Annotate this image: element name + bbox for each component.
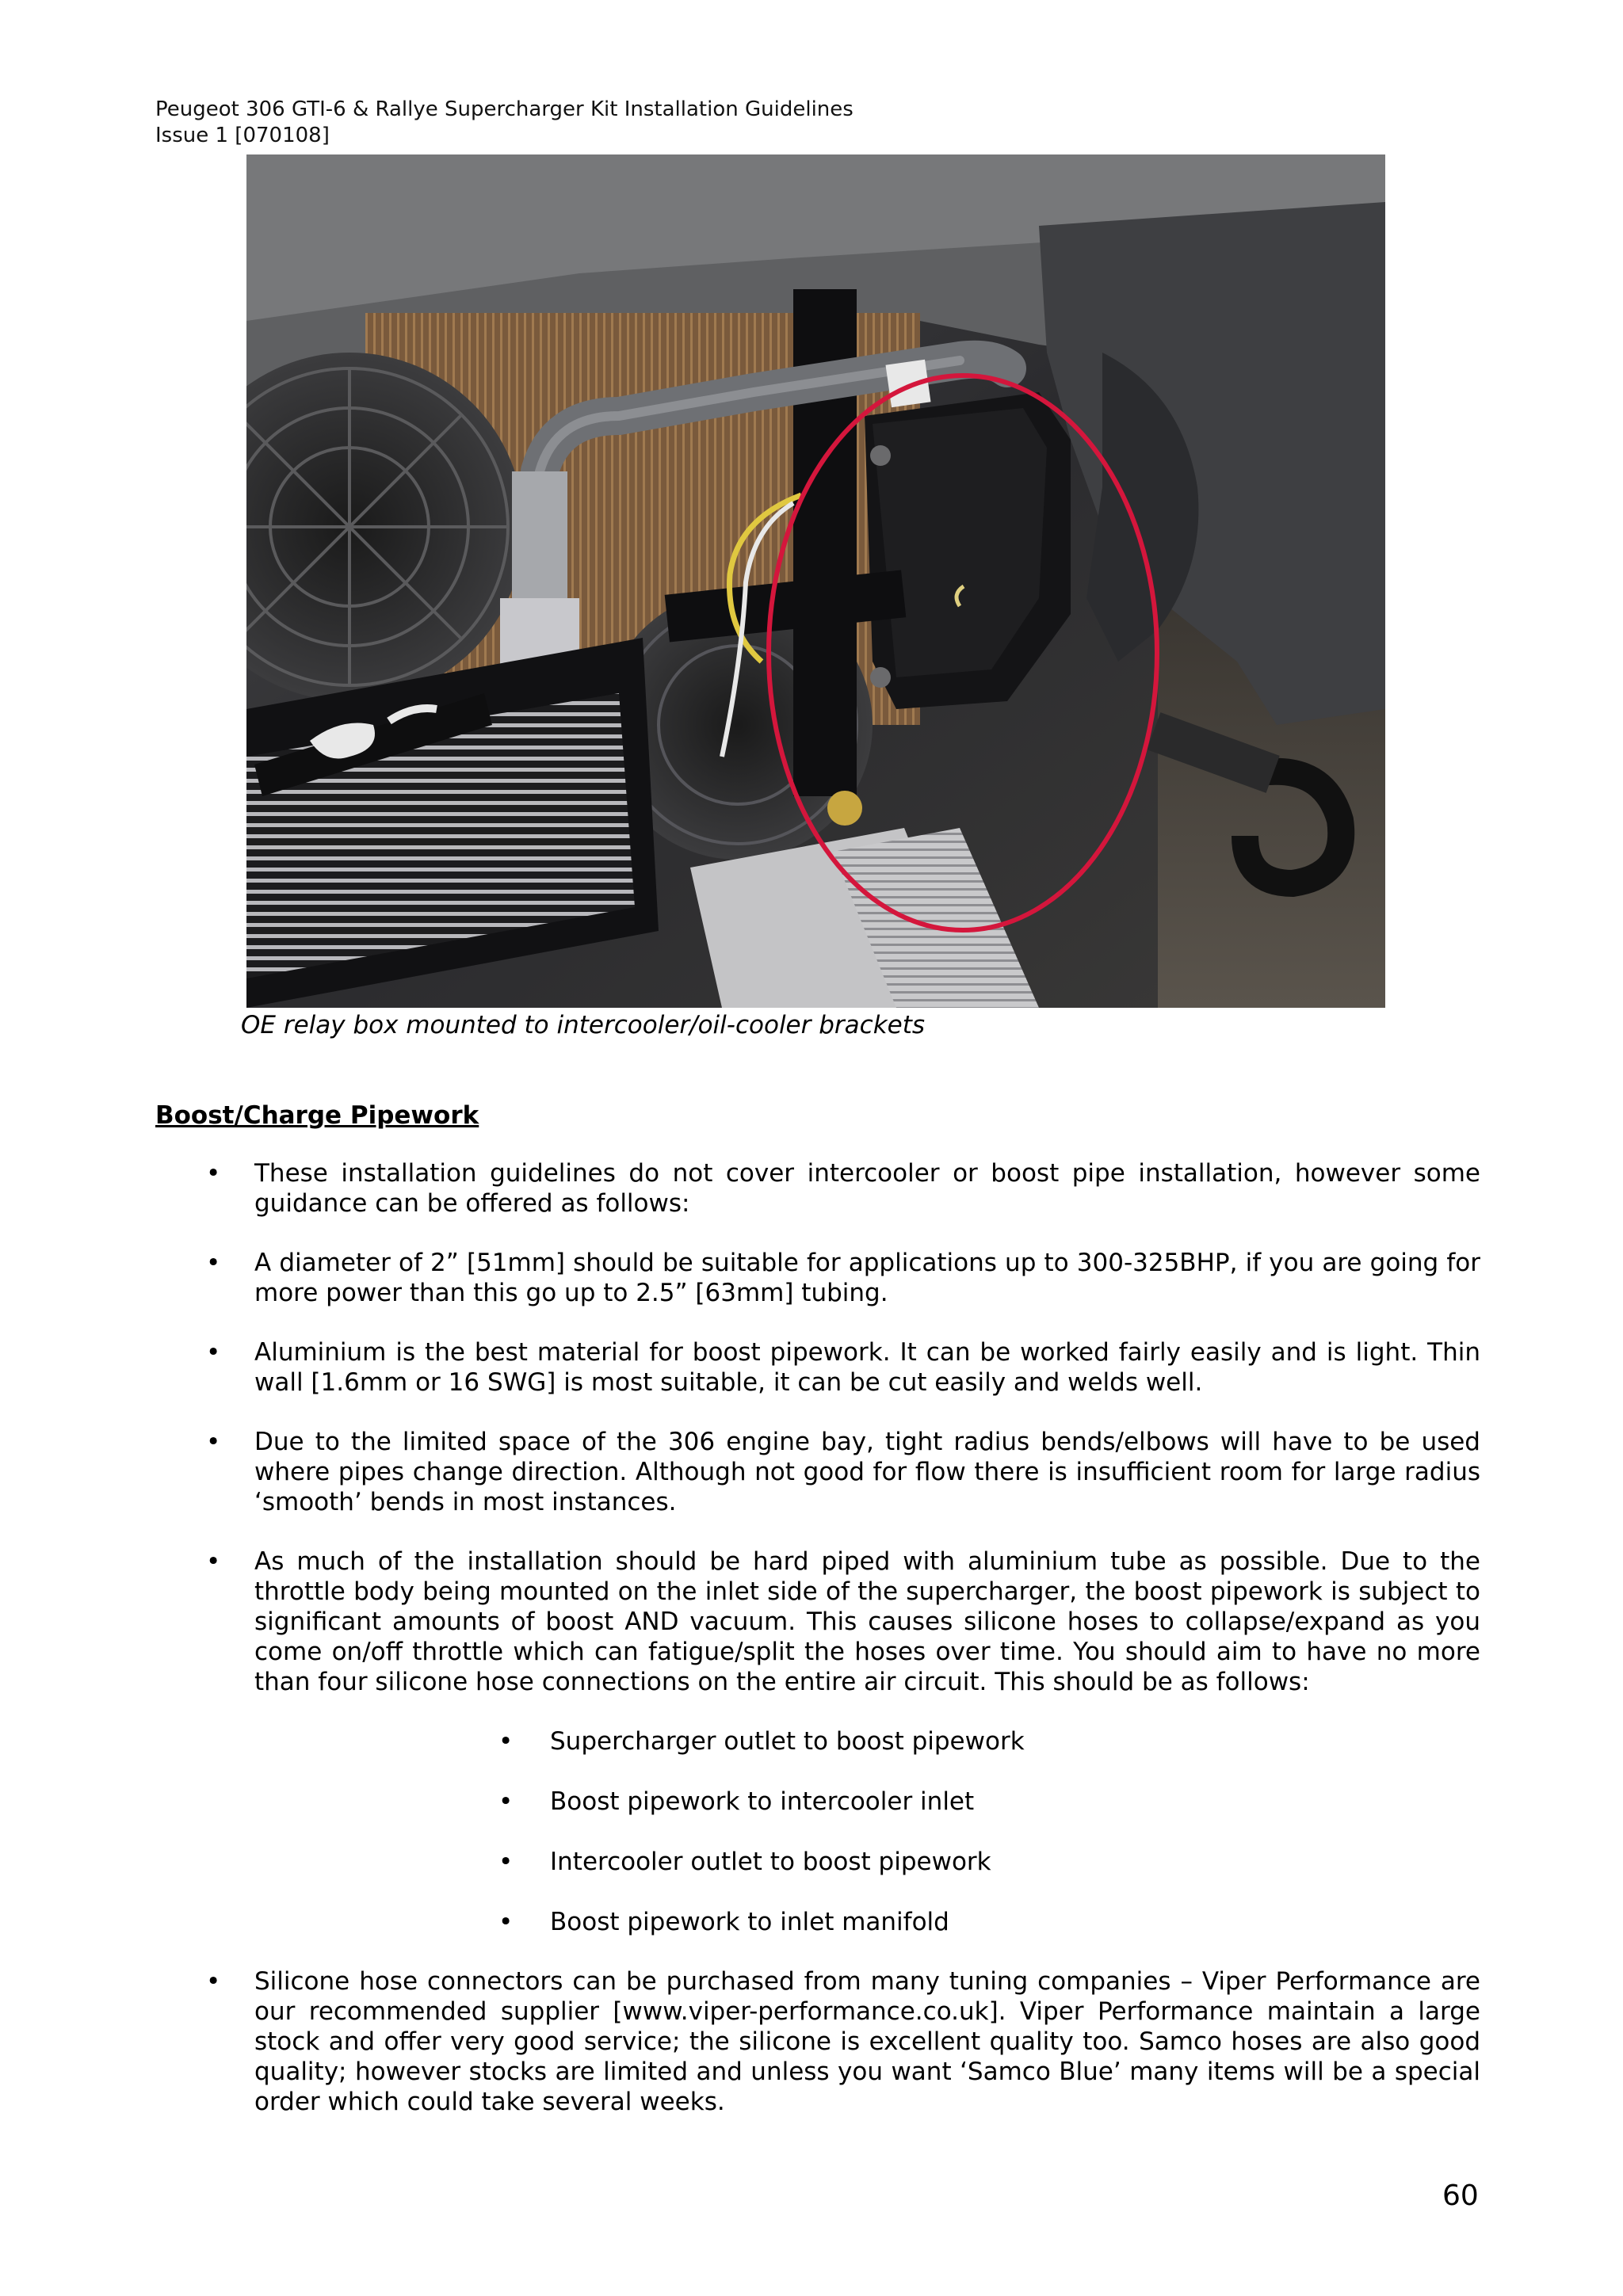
list-item bbox=[155, 1337, 1480, 1398]
figure-caption: OE relay box mounted to intercooler/oil-cooler brackets bbox=[241, 1011, 926, 1039]
bullet-dot-icon: • bbox=[206, 1338, 221, 1367]
sub-bullet-list bbox=[254, 1726, 1480, 1937]
sub-list-item-text: Boost pipework to intercooler inlet bbox=[550, 1787, 975, 1816]
list-item-text: Silicone hose connectors can be purchased from many tuning companies – Viper Performance are our recommended supplier [www.viper-performance.co.uk]. Viper Performance maintain a large stock and offer very good service; the silicone is excellent quality too. Samco hoses are also good quality; however stocks are limited and unless you want ‘Samco Blue’ many items will be a special order which could take several weeks. bbox=[254, 1967, 1480, 2116]
list-item bbox=[155, 1966, 1480, 2117]
sub-list-item-text: Intercooler outlet to boost pipework bbox=[550, 1848, 991, 1876]
list-item bbox=[155, 1158, 1480, 1219]
list-item-text: As much of the installation should be hard piped with aluminium tube as possible. Due to the throttle body being mounted on the inlet side of the supercharger, the boost pipework is subject to significant amounts of boost AND vacuum. This causes silicone hoses to collapse/expand as you come on/off throttle which can fatigue/split the hoses over time. You should aim to have no more than four silicone hose connections on the entire air circuit. This should be as follows: bbox=[254, 1547, 1480, 1696]
bullet-dot-icon: • bbox=[206, 1159, 221, 1188]
header-issue: Issue 1 [070108] bbox=[155, 124, 330, 147]
sub-list-item-text: Boost pipework to inlet manifold bbox=[550, 1908, 949, 1936]
bullet-dot-icon: • bbox=[206, 1547, 221, 1576]
engine-bay-photo-art bbox=[246, 154, 1385, 1008]
list-item-text: These installation guidelines do not cover intercooler or boost pipe installation, however some guidance can be offered as follows: bbox=[254, 1159, 1480, 1218]
list-item-text: Due to the limited space of the 306 engine bay, tight radius bends/elbows will have to be used where pipes change direction. Although not good for flow there is insufficient room for large radius ‘smooth’ bends in most instances. bbox=[254, 1428, 1480, 1516]
list-item-text: A diameter of 2” [51mm] should be suitable for applications up to 300-325BHP, if you are going for more power than this go up to 2.5” [63mm] tubing. bbox=[254, 1249, 1480, 1307]
sub-list-item bbox=[254, 1847, 1480, 1877]
bullet-dot-icon: • bbox=[498, 1787, 514, 1816]
list-item bbox=[155, 1248, 1480, 1308]
section-title: Boost/Charge Pipework bbox=[155, 1101, 479, 1130]
sub-list-item bbox=[254, 1907, 1480, 1937]
list-item bbox=[155, 1427, 1480, 1517]
bullet-dot-icon: • bbox=[498, 1727, 514, 1756]
list-item-text: Aluminium is the best material for boost pipework. It can be worked fairly easily and is light. Thin wall [1.6mm or 16 SWG] is most suitable, it can be cut easily and welds well. bbox=[254, 1338, 1480, 1397]
bullet-dot-icon: • bbox=[206, 1428, 221, 1456]
sub-list-item-text: Supercharger outlet to boost pipework bbox=[550, 1727, 1025, 1756]
bullet-dot-icon: • bbox=[206, 1249, 221, 1277]
bullet-list bbox=[155, 1158, 1480, 2146]
header-title: Peugeot 306 GTI-6 & Rallye Supercharger Kit Installation Guidelines bbox=[155, 97, 854, 121]
document-header bbox=[155, 97, 854, 149]
bullet-dot-icon: • bbox=[206, 1967, 221, 1996]
bullet-dot-icon: • bbox=[498, 1908, 514, 1936]
sub-list-item bbox=[254, 1787, 1480, 1817]
bullet-dot-icon: • bbox=[498, 1848, 514, 1876]
engine-bay-photo bbox=[246, 154, 1385, 1008]
sub-list-item bbox=[254, 1726, 1480, 1756]
page-number: 60 bbox=[1442, 2180, 1479, 2212]
list-item bbox=[155, 1547, 1480, 1937]
